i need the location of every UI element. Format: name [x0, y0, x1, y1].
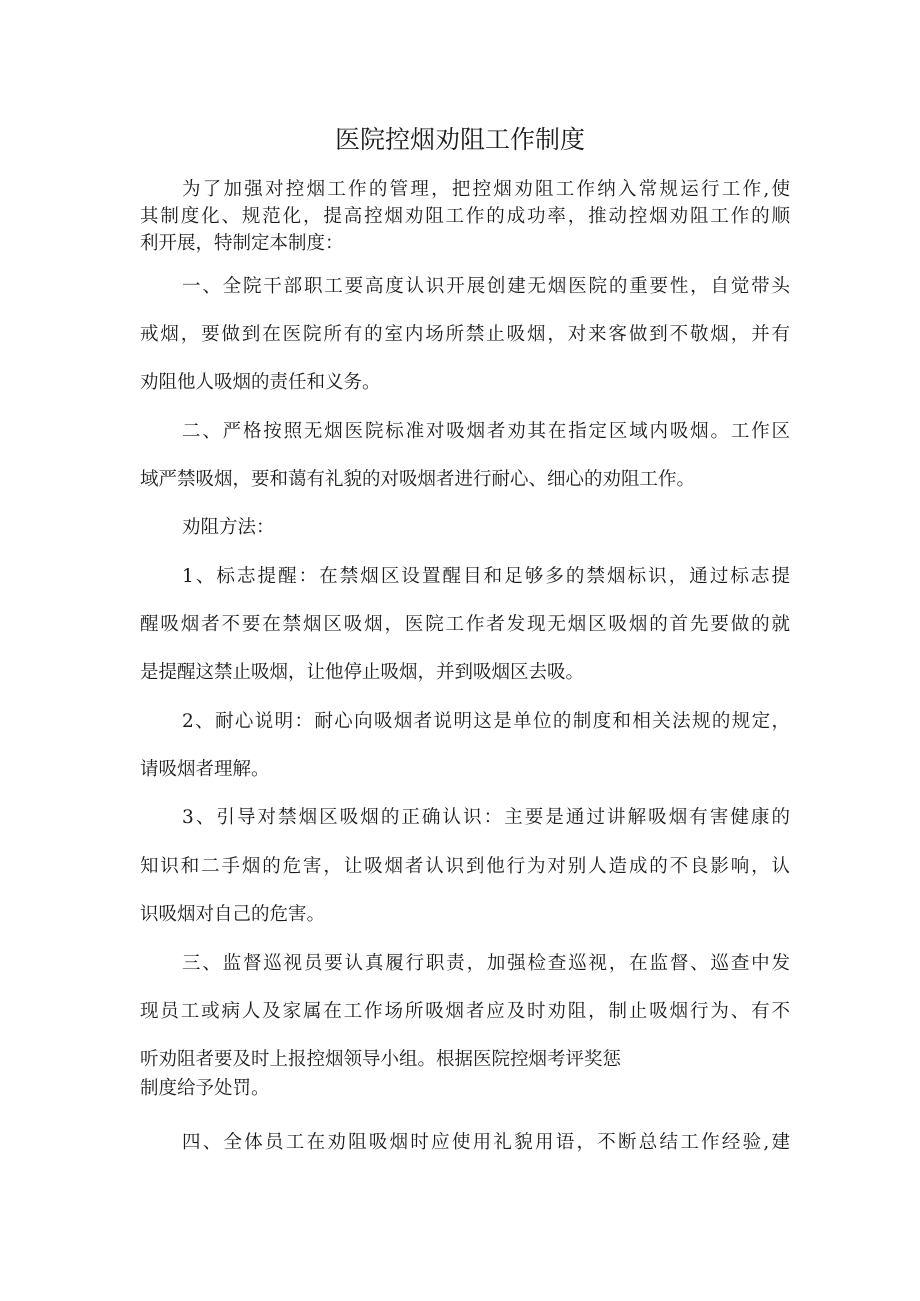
paragraph-line: 劝阻方法： — [182, 517, 275, 538]
paragraph-line: 域严禁吸烟，要和蔼有礼貌的对吸烟者进行耐心、细心的劝阻工作。 — [140, 469, 696, 490]
document-title: 医院控烟劝阻工作制度 — [334, 125, 585, 154]
paragraph-line: 1、标志提醒：在禁烟区设置醒目和足够多的禁烟标识，通过标志提 — [182, 566, 790, 587]
paragraph-line: 2、耐心说明：耐心向吸烟者说明这是单位的制度和相关法规的规定， — [182, 711, 790, 732]
paragraph-line: 利开展，特制定本制度： — [140, 233, 344, 254]
paragraph-line: 其制度化、规范化，提高控烟劝阻工作的成功率，推动控烟劝阻工作的顺 — [140, 206, 790, 227]
paragraph-line: 是提醒这禁止吸烟，让他停止吸烟，并到吸烟区去吸。 — [140, 662, 585, 683]
paragraph-line: 3、引导对禁烟区吸烟的正确认识：主要是通过讲解吸烟有害健康的 — [182, 807, 790, 828]
paragraph-line: 醒吸烟者不要在禁烟区吸烟，医院工作者发现无烟区吸烟的首先要做的就 — [140, 614, 790, 635]
paragraph-line: 知识和二手烟的危害，让吸烟者认识到他行为对别人造成的不良影响，认 — [140, 856, 790, 877]
paragraph-line: 劝阻他人吸烟的责任和义务。 — [140, 372, 381, 393]
paragraph-line: 二、严格按照无烟医院标准对吸烟者劝其在指定区域内吸烟。工作区 — [182, 421, 790, 442]
paragraph-line: 听劝阻者要及时上报控烟领导小组。根据医院控烟考评奖惩 — [140, 1049, 622, 1070]
paragraph-line: 现员工或病人及家属在工作场所吸烟者应及时劝阻，制止吸烟行为、有不 — [140, 1001, 790, 1022]
paragraph-line: 四、全体员工在劝阻吸烟时应使用礼貌用语，不断总结工作经验,建 — [182, 1132, 790, 1153]
paragraph-line: 为了加强对控烟工作的管理，把控烟劝阻工作纳入常规运行工作,使 — [182, 179, 790, 200]
paragraph-line: 识吸烟对自己的危害。 — [140, 904, 326, 925]
paragraph-line: 制度给予处罚。 — [140, 1078, 270, 1099]
paragraph-line: 一、全院干部职工要高度认识开展创建无烟医院的重要性，自觉带头 — [182, 276, 790, 297]
paragraph-line: 三、监督巡视员要认真履行职责，加强检查巡视，在监督、巡查中发 — [182, 953, 790, 974]
paragraph-line: 戒烟，要做到在医院所有的室内场所禁止吸烟，对来客做到不敬烟，并有 — [140, 324, 790, 345]
paragraph-line: 请吸烟者理解。 — [140, 759, 270, 780]
